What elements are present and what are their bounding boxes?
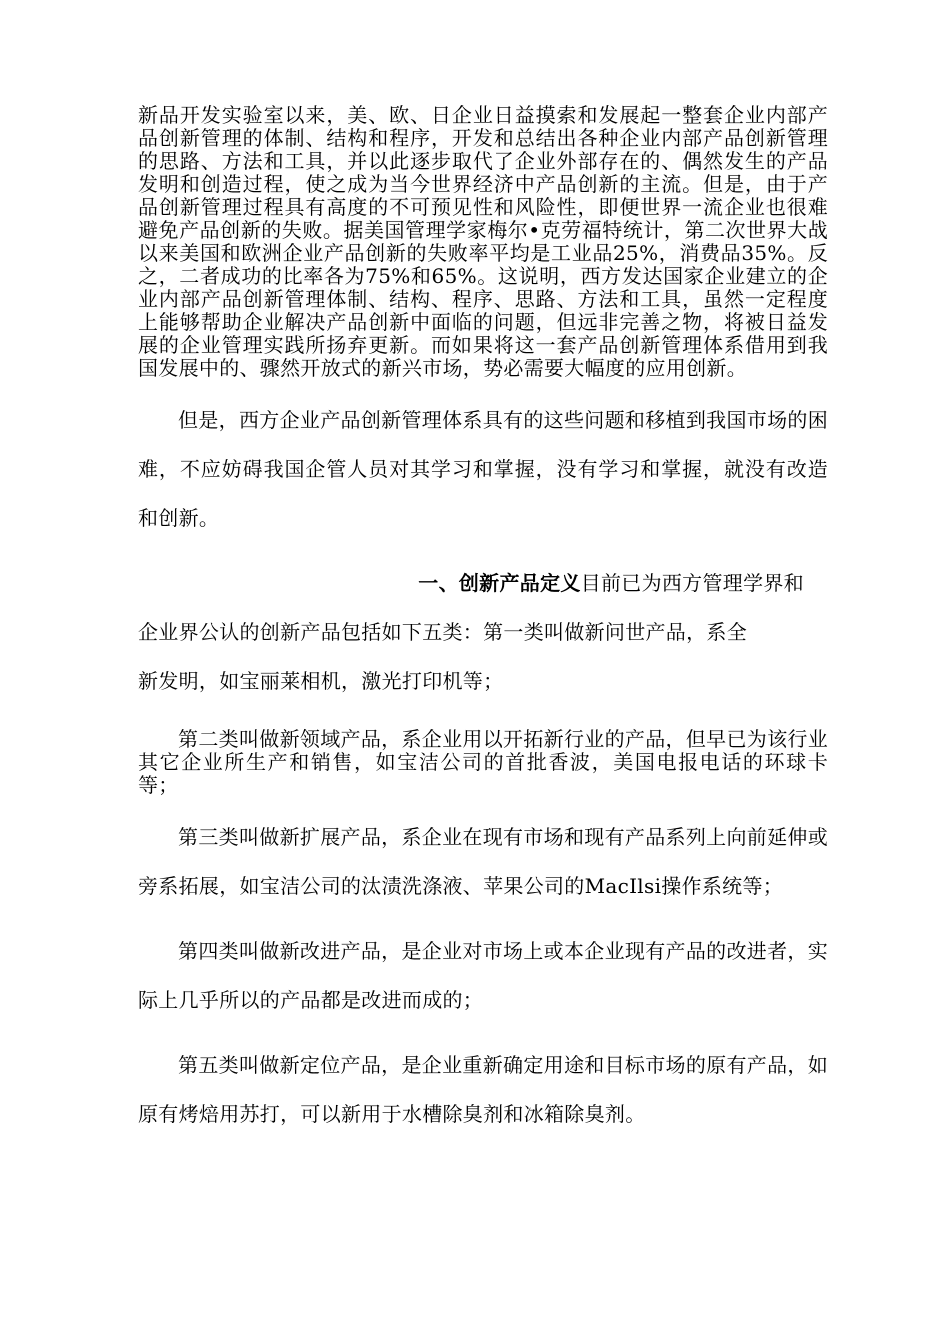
section-intro-line3: 新发明，如宝丽莱相机，激光打印机等；	[138, 669, 504, 693]
paragraph-learning-and-mastery: 但是，西方企业产品创新管理体系具有的这些问题和移植到我国市场的困难，不应妨碍我国企管人员对其学习和掌握，没有学习和掌握，就没有改造和创新。	[138, 408, 828, 530]
paragraph-category-3-new-extension: 第三类叫做新扩展产品，系企业在现有市场和现有产品系列上向前延伸或旁系拓展，如宝洁公司的汰渍洗涤液、苹果公司的MacIlsi操作系统等；	[138, 825, 828, 898]
paragraph-category-4-new-improvement: 第四类叫做新改进产品，是企业对市场上或本企业现有产品的改进者，实际上几乎所以的产品都是改进而成的；	[138, 939, 828, 1012]
document-page	[138, 104, 828, 1139]
section-innovative-product-definition	[138, 559, 828, 706]
paragraph-category-2-new-field: 第二类叫做新领域产品，系企业用以开拓新行业的产品，但早已为该行业其它企业所生产和销售，如宝洁公司的首批香波，美国电报电话的环球卡等；	[138, 727, 828, 797]
section-heading-line	[138, 559, 828, 608]
section-intro-line1: 目前已为西方管理学界和	[580, 571, 804, 595]
paragraph-category-5-new-positioning: 第五类叫做新定位产品，是企业重新确定用途和目标市场的原有产品，如原有烤焙用苏打，可以新用于水槽除臭剂和冰箱除臭剂。	[138, 1053, 828, 1126]
section-heading: 一、创新产品定义	[418, 571, 581, 595]
section-intro-line2: 企业界公认的创新产品包括如下五类：第一类叫做新问世产品，系全	[138, 620, 747, 644]
paragraph-product-innovation-management: 新品开发实验室以来，美、欧、日企业日益摸索和发展起一整套企业内部产品创新管理的体制、结构和程序，开发和总结出各种企业内部产品创新管理的思路、方法和工具，并以此逐步取代了企业外部存在的、偶然发生的产品发明和创造过程，使之成为当今世界经济中产品创新的主流。但是，由于产品创新管理过程具有高度的不可预见性和风险性，即便世界一流企业也很难避免产品创新的失败。据美国管理学家梅尔•克劳福特统计，第二次世界大战以来美国和欧洲企业产品创新的失败率平均是工业品25%，消费品35%。反之，二者成功的比率各为75%和65%。这说明，西方发达国家企业建立的企业内部产品创新管理体制、结构、程序、思路、方法和工具，虽然一定程度上能够帮助企业解决产品创新中面临的问题，但远非完善之物，将被日益发展的企业管理实践所扬弃更新。而如果将这一套产品创新管理体系借用到我国发展中的、骤然开放式的新兴市场，势必需要大幅度的应用创新。	[138, 103, 828, 380]
